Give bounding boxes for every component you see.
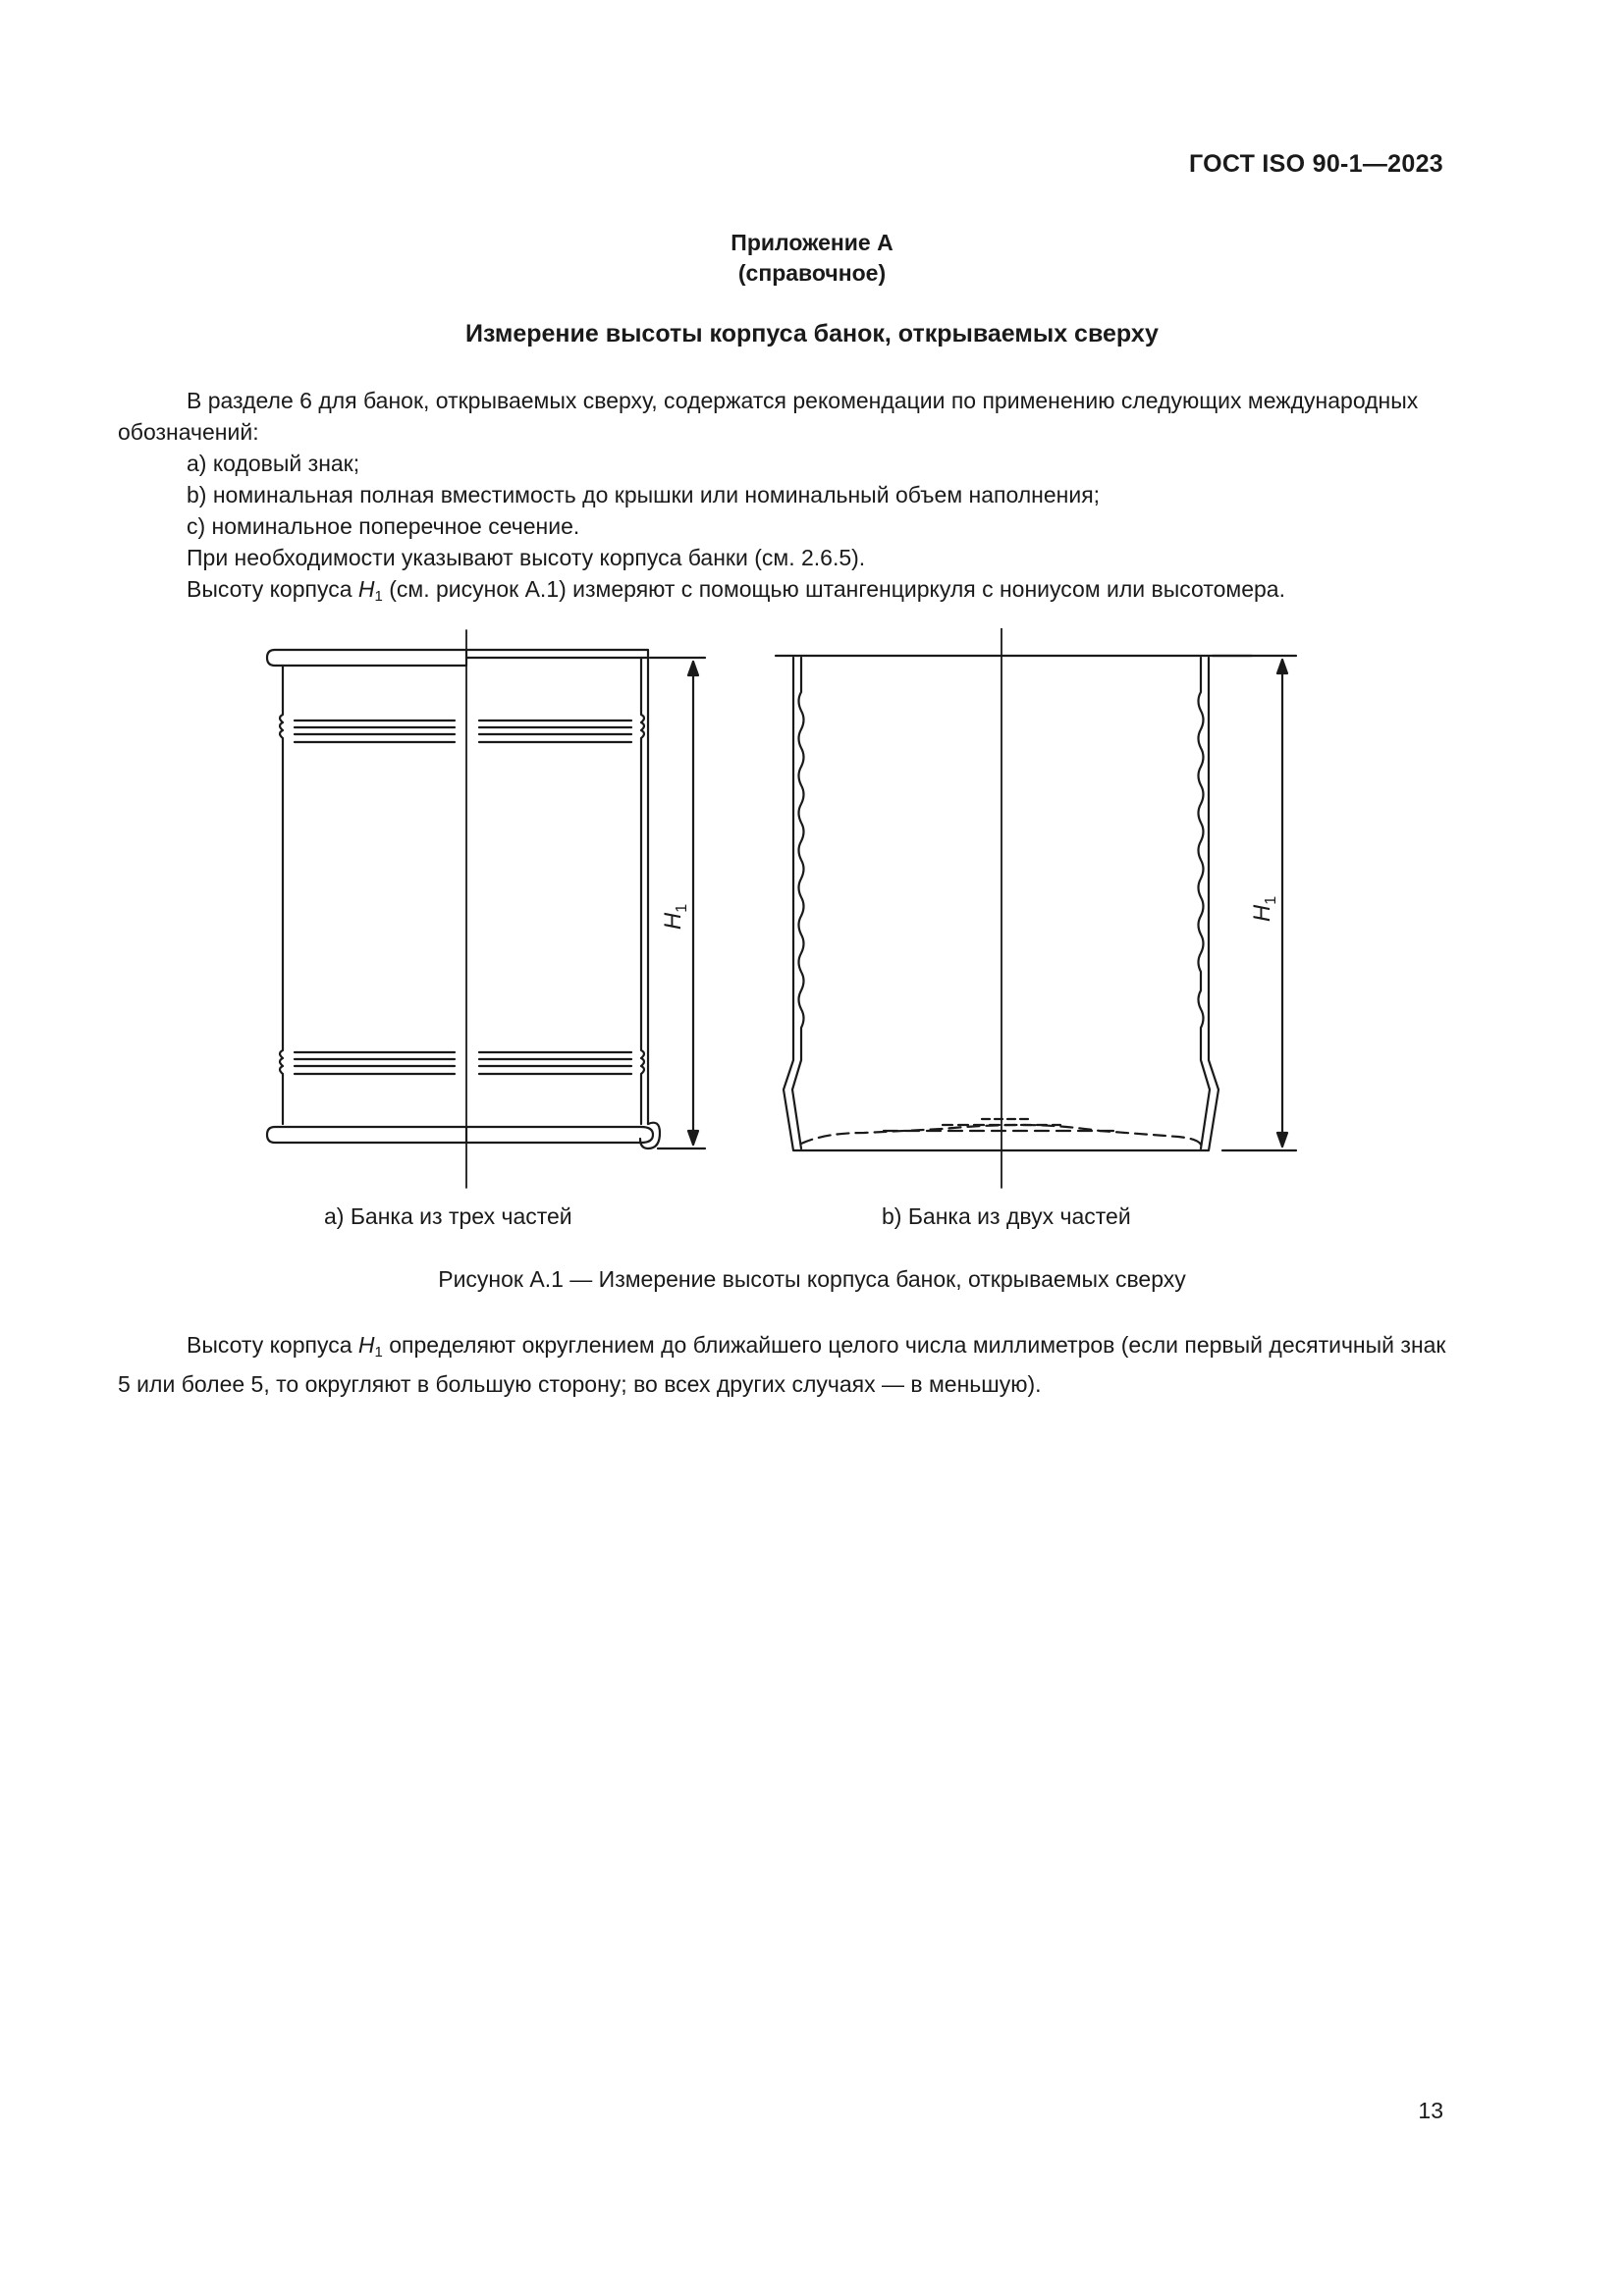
- intro-paragraph: В разделе 6 для банок, открываемых сверху, содержатся рекомендации по применению следующих международных обозначений:: [118, 388, 1419, 445]
- height-note: При необходимости указывают высоту корпуса банки (см. 2.6.5).: [187, 545, 866, 570]
- caption-three-piece: a) Банка из трех частей: [324, 1203, 572, 1229]
- figure-a1: [255, 628, 1316, 1193]
- page-number: 13: [1418, 2098, 1443, 2123]
- annex-type: (справочное): [737, 260, 887, 286]
- conclusion-section: [118, 1329, 1448, 1400]
- figure-title: Рисунок А.1 — Измерение высоты корпуса банок, открываемых сверху: [438, 1266, 1186, 1292]
- document-code: ГОСТ ISO 90-1—2023: [1188, 150, 1443, 178]
- three-piece-can-drawing: [267, 630, 705, 1188]
- intro-section: [118, 385, 1448, 613]
- dimension-label-h1-a: $H_1$: [660, 903, 690, 931]
- dimension-label-h1-b: $H_1$: [1249, 895, 1279, 923]
- list-item-c: c) номинальное поперечное сечение.: [187, 513, 580, 539]
- annex-label: Приложение А: [731, 230, 893, 255]
- list-item-b: b) номинальная полная вместимость до крышки или номинальный объем наполнения;: [187, 482, 1101, 507]
- measurement-paragraph: Высоту корпуса $H_1$ (см. рисунок А.1) измеряют с помощью штангенциркуля с нониусом или высотомера.: [187, 576, 1285, 605]
- two-piece-can-drawing: [776, 628, 1296, 1188]
- list-item-a: a) кодовый знак;: [187, 451, 360, 476]
- annex-heading: [0, 228, 1624, 289]
- rounding-paragraph: Высоту корпуса $H_1$ определяют округлением до ближайшего целого числа миллиметров (если первый десятичный знак 5 или более 5, то округляют в большую сторону; во всех других случаях — в меньшую).: [118, 1332, 1446, 1397]
- annex-title: Измерение высоты корпуса банок, открываемых сверху: [465, 320, 1159, 347]
- caption-two-piece: b) Банка из двух частей: [882, 1203, 1131, 1229]
